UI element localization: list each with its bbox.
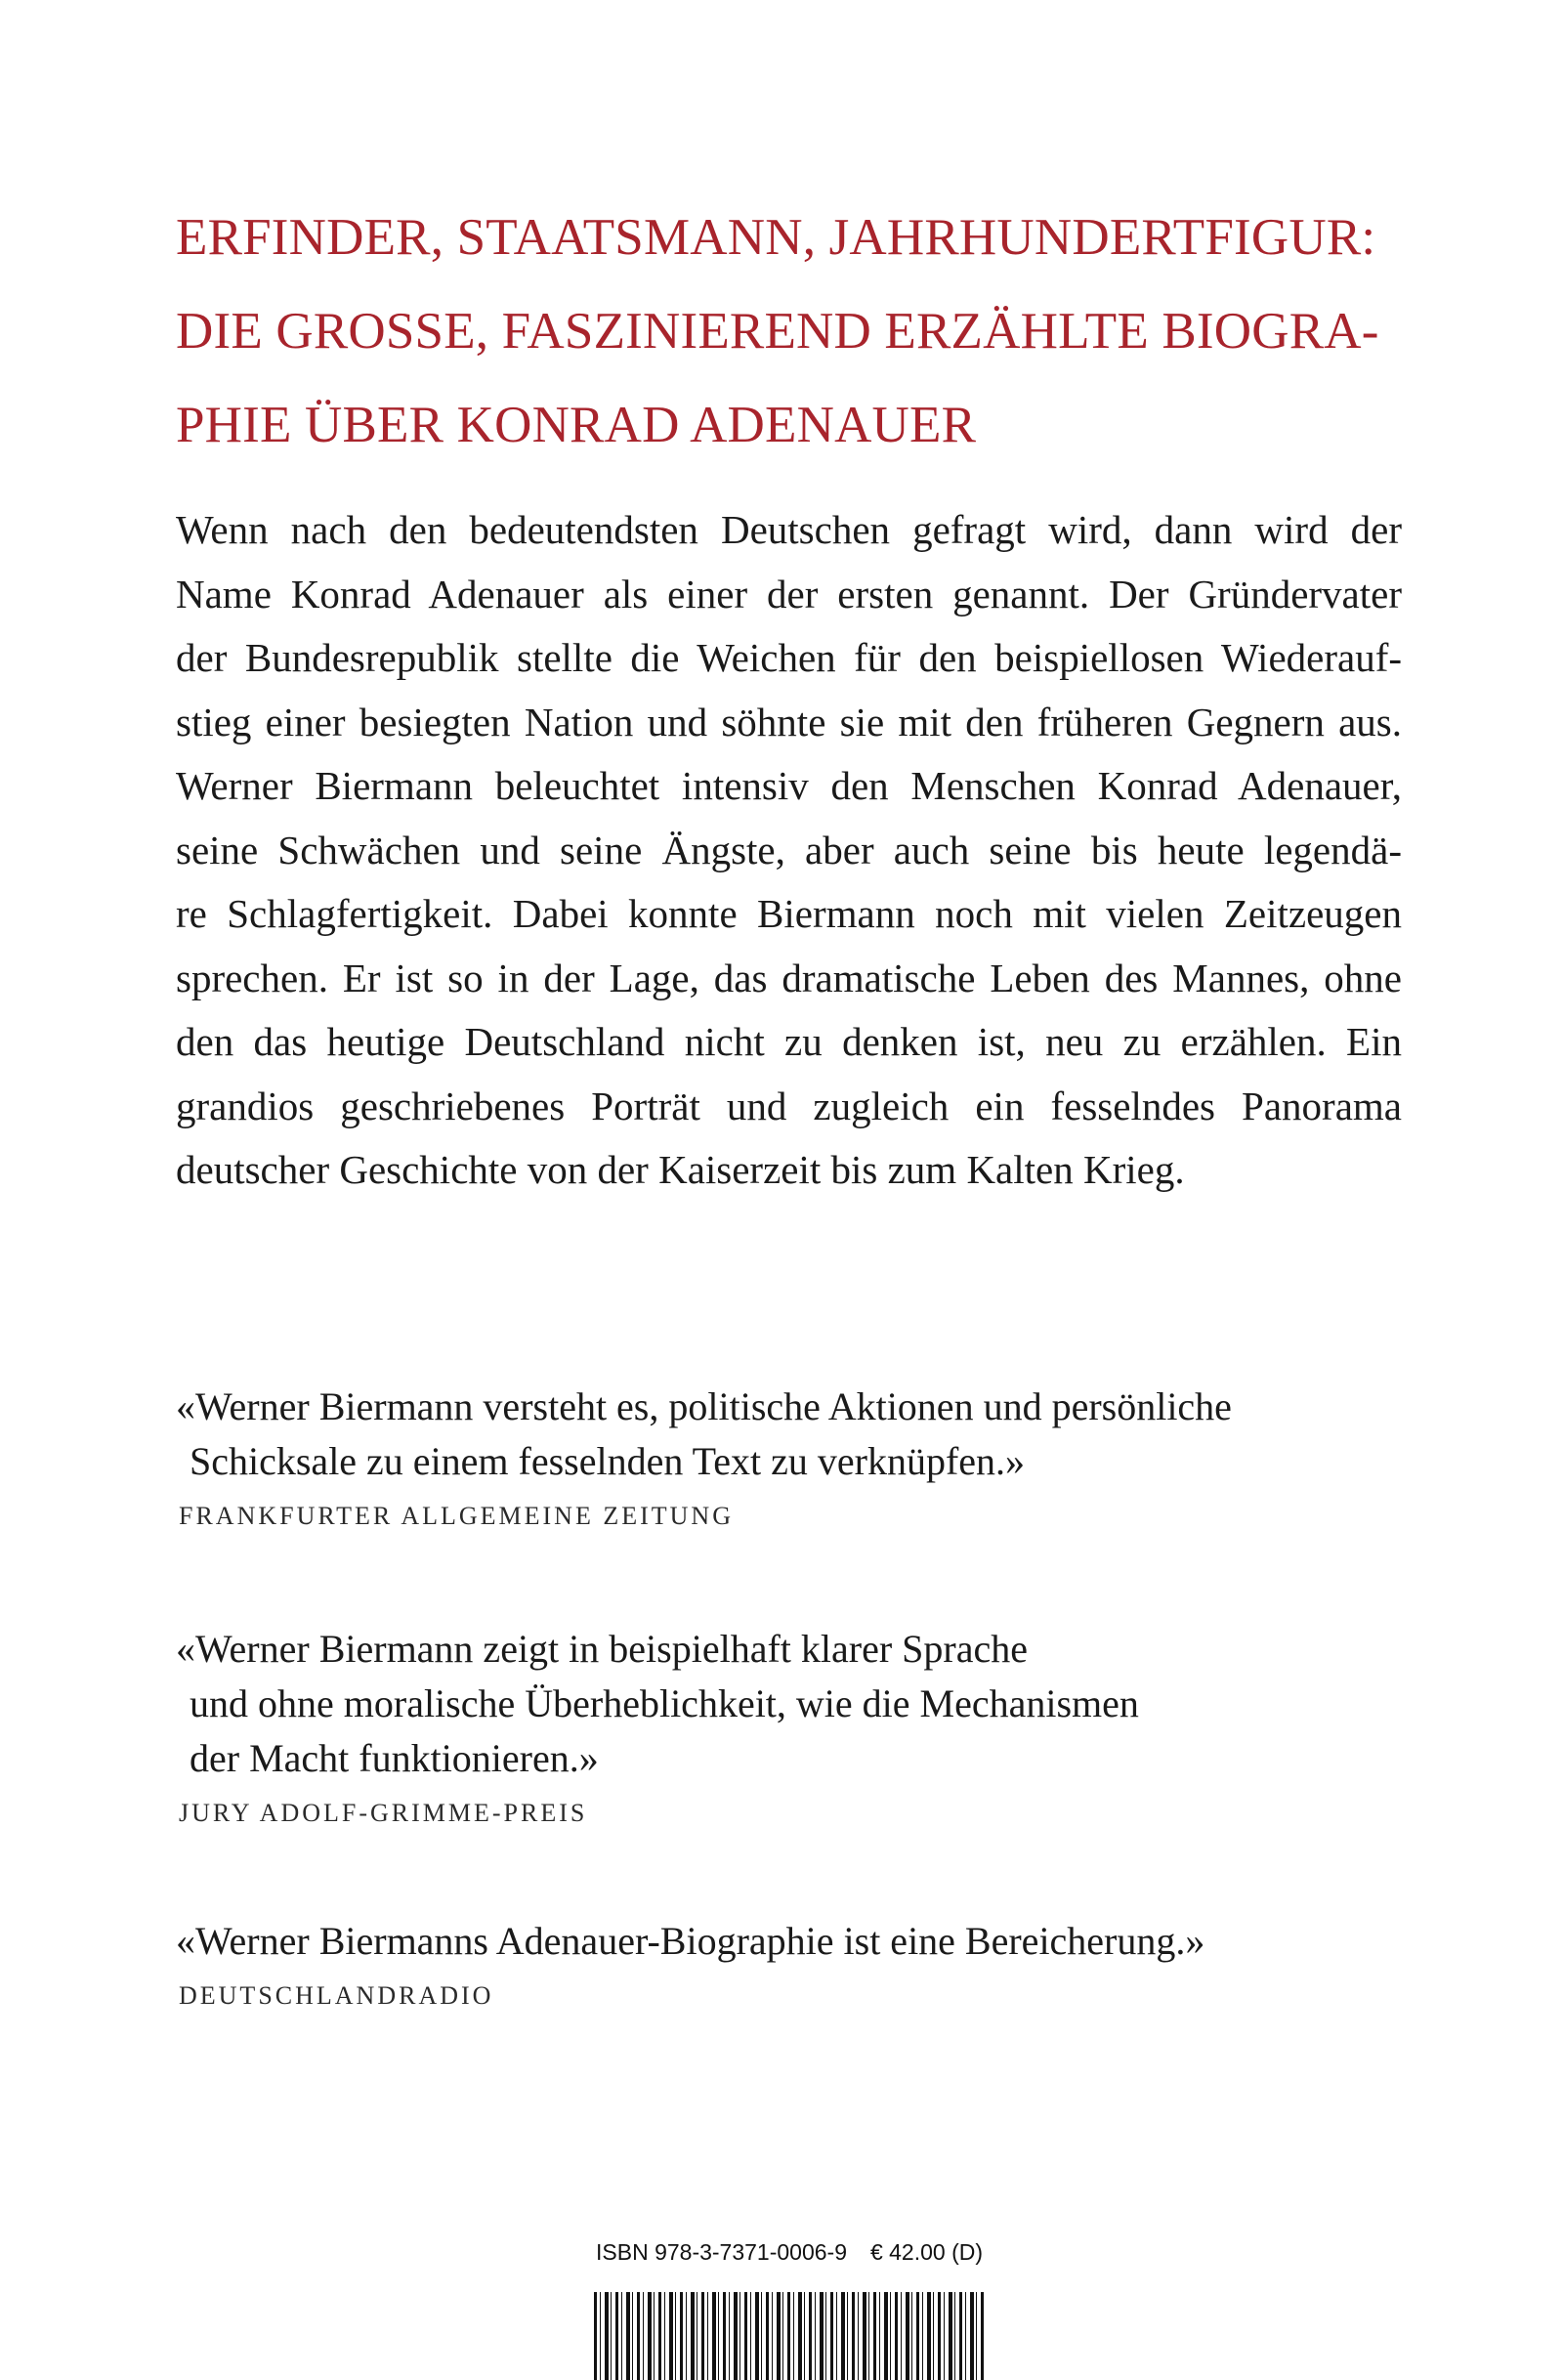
description-line: Name Konrad Adenauer als einer der ersten genannt. Der Gründervater: [176, 571, 1402, 616]
description-line: Wenn nach den bedeutendsten Deutschen gefragt wird, dann wird der: [176, 507, 1402, 552]
description-paragraph: [176, 498, 1402, 1203]
barcode-icon: [594, 2292, 985, 2380]
review-quote: [176, 1622, 1407, 1831]
description-line: grandios geschriebenes Porträt und zugleich ein fesselndes Panorama: [176, 1083, 1402, 1128]
headline-line: PHIE ÜBER KONRAD ADENAUER: [176, 397, 977, 453]
quote-line: und ohne moralische Überheblichkeit, wie die Mechanismen: [190, 1681, 1139, 1725]
quote-source: FRANKFURTER ALLGEMEINE ZEITUNG: [179, 1502, 734, 1530]
headline-line: ERFINDER, STAATSMANN, JAHRHUNDERTFIGUR:: [176, 209, 1376, 266]
description-line: re Schlagfertigkeit. Dabei konnte Biermann noch mit vielen Zeitzeugen: [176, 891, 1402, 936]
headline-line: DIE GROSSE, FASZINIEREND ERZÄHLTE BIOGRA-: [176, 303, 1379, 360]
quote-line: der Macht funktionieren.»: [190, 1736, 599, 1780]
description-line: den das heutige Deutschland nicht zu denken ist, neu zu erzählen. Ein: [176, 1019, 1402, 1064]
isbn-barcode-block: [594, 2237, 985, 2267]
headline: [176, 191, 1407, 472]
quote-source: DEUTSCHLANDRADIO: [179, 1981, 494, 2010]
quote-line: «Werner Biermanns Adenauer-Biographie ist eine Bereicherung.»: [176, 1919, 1205, 1963]
description-line: deutscher Geschichte von der Kaiserzeit bis zum Kalten Krieg.: [176, 1147, 1185, 1192]
isbn-number: ISBN 978-3-7371-0006-9: [596, 2239, 847, 2265]
description-line: der Bundesrepublik stellte die Weichen für den beispiellosen Wiederauf-: [176, 635, 1402, 680]
description-line: Werner Biermann beleuchtet intensiv den Menschen Konrad Adenauer,: [176, 763, 1402, 808]
review-quote: [176, 1380, 1407, 1534]
isbn-line: [594, 2237, 985, 2267]
quote-line: «Werner Biermann versteht es, politische Aktionen und persönliche: [176, 1384, 1232, 1428]
description-line: stieg einer besiegten Nation und söhnte sie mit den früheren Gegnern aus.: [176, 699, 1402, 744]
review-quote: [176, 1914, 1407, 2014]
quote-source: JURY ADOLF-GRIMME-PREIS: [179, 1799, 588, 1827]
description-line: sprechen. Er ist so in der Lage, das dramatische Leben des Mannes, ohne: [176, 955, 1402, 1000]
quote-line: Schicksale zu einem fesselnden Text zu verknüpfen.»: [190, 1439, 1026, 1483]
quote-line: «Werner Biermann zeigt in beispielhaft klarer Sprache: [176, 1627, 1028, 1671]
price-label: € 42.00 (D): [869, 2239, 983, 2265]
description-line: seine Schwächen und seine Ängste, aber auch seine bis heute legendä-: [176, 827, 1402, 872]
